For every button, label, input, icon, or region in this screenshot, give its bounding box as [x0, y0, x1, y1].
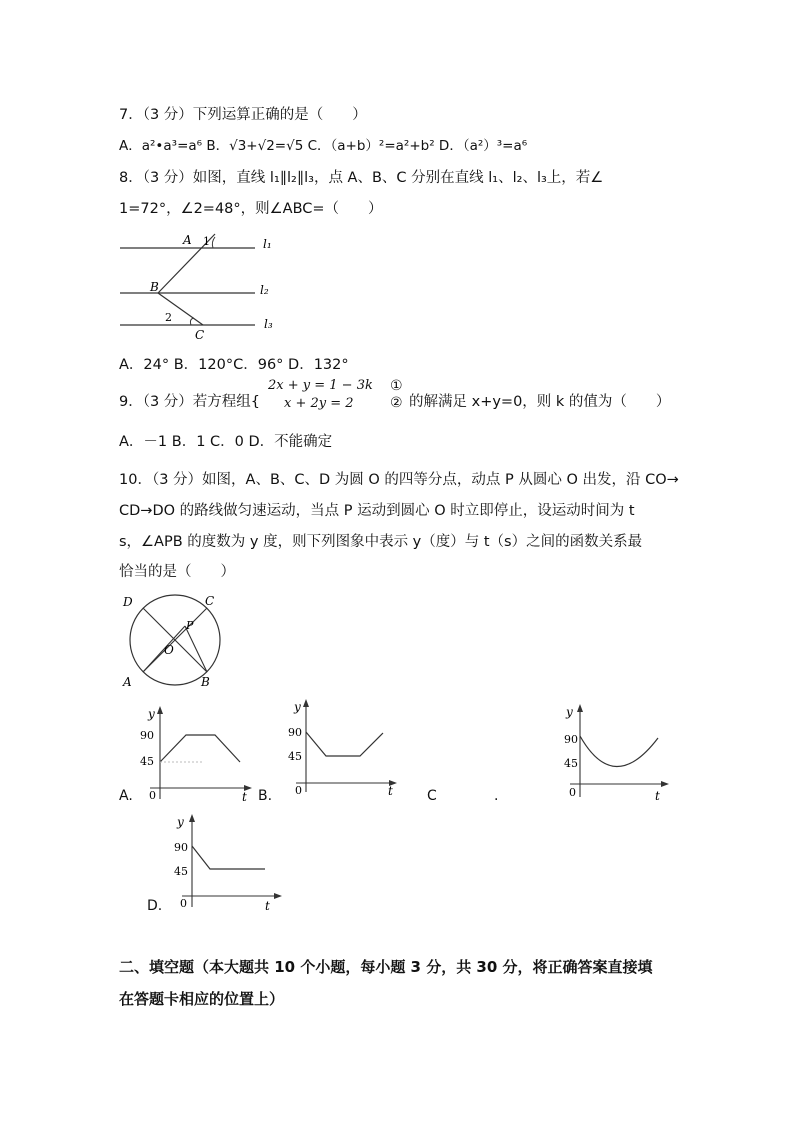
graph-c[interactable]: [562, 702, 677, 802]
q8-stem-line1: 8．（3 分）如图，直线 l₁∥l₂∥l₃，点 A、B、C 分别在直线 l₁、l₂、l₃上，若∠: [119, 170, 604, 186]
svg-text:45: 45: [564, 757, 578, 770]
label-A: A: [183, 233, 192, 247]
svg-text:45: 45: [140, 755, 154, 768]
q9-prefix: 9．（3 分）若方程组{: [119, 394, 261, 410]
svg-text:t: t: [242, 790, 247, 804]
svg-text:C: C: [205, 594, 215, 608]
svg-text:D: D: [123, 595, 133, 609]
option-a-label: A.: [119, 788, 133, 804]
graph-b[interactable]: [288, 697, 403, 797]
q10-line4: 恰当的是（ ）: [119, 564, 235, 580]
q9-options: A．－1 B．1 C．0 D．不能确定: [119, 434, 333, 450]
svg-text:1: 1: [203, 235, 210, 248]
q10-line2: CD→DO 的路线做匀速运动，当点 P 运动到圆心 O 时立即停止，设运动时间为 t: [119, 503, 635, 519]
q7-stem: 7．（3 分）下列运算正确的是（ ）: [119, 107, 367, 123]
svg-text:B: B: [201, 675, 210, 689]
graph-d[interactable]: [172, 812, 287, 912]
svg-text:y: y: [148, 707, 155, 721]
svg-text:l₂: l₂: [260, 283, 269, 297]
svg-text:O: O: [164, 643, 174, 657]
svg-text:0: 0: [180, 897, 187, 910]
svg-text:y: y: [177, 815, 184, 829]
svg-text:0: 0: [149, 789, 156, 802]
option-c-label: C: [427, 788, 437, 804]
svg-text:t: t: [655, 789, 660, 803]
q9-suffix: 的解满足 x+y=0，则 k 的值为（ ）: [409, 394, 671, 410]
svg-text:y: y: [566, 705, 573, 719]
q9-eq2: x + 2y = 2: [284, 396, 354, 411]
q9-mark2: ②: [390, 395, 403, 411]
svg-text:t: t: [388, 784, 393, 798]
svg-text:P: P: [186, 619, 194, 632]
label-C: C: [195, 328, 205, 342]
q9-eq1: 2x + y = 1 − 3k: [268, 378, 373, 393]
q8-parallel-lines-figure: [115, 228, 295, 348]
q10-line3: s，∠APB 的度数为 y 度，则下列图象中表示 y（度）与 t（s）之间的函数关系最: [119, 534, 643, 550]
q8-options: A．24° B．120°C．96° D．132°: [119, 357, 349, 373]
option-b-label: B.: [258, 788, 273, 804]
q7-options: A．a²•a³=a⁶ B．√3+√2=√5 C．（a+b）²=a²+b² D．（a²）³=a⁶: [119, 138, 528, 154]
svg-text:90: 90: [174, 841, 188, 854]
q9-mark1: ①: [390, 378, 403, 394]
section2-title-line2: 在答题卡相应的位置上）: [119, 990, 285, 1008]
graph-a[interactable]: [140, 704, 255, 804]
svg-text:45: 45: [174, 865, 188, 878]
svg-text:90: 90: [288, 726, 302, 739]
svg-text:l₃: l₃: [264, 317, 273, 331]
section2-title-line1: 二、填空题（本大题共 10 个小题，每小题 3 分，共 30 分，将正确答案直接填: [119, 958, 653, 976]
svg-text:90: 90: [140, 729, 154, 742]
svg-text:y: y: [294, 700, 301, 714]
svg-text:0: 0: [569, 786, 576, 799]
label-B: B: [150, 280, 159, 294]
svg-text:A: A: [123, 675, 132, 689]
svg-text:2: 2: [165, 311, 172, 324]
svg-text:l₁: l₁: [263, 237, 272, 251]
svg-text:0: 0: [295, 784, 302, 797]
option-d-label: D.: [147, 898, 163, 914]
svg-text:45: 45: [288, 750, 302, 763]
svg-text:t: t: [265, 899, 270, 913]
q8-stem-line2: 1=72°，∠2=48°，则∠ABC=（ ）: [119, 201, 383, 217]
svg-text:90: 90: [564, 733, 578, 746]
option-c-dot: .: [494, 788, 499, 804]
q10-line1: 10．（3 分）如图，A、B、C、D 为圆 O 的四等分点，动点 P 从圆心 O 出发，沿 CO→: [119, 472, 679, 488]
q10-circle-figure: [115, 592, 235, 692]
